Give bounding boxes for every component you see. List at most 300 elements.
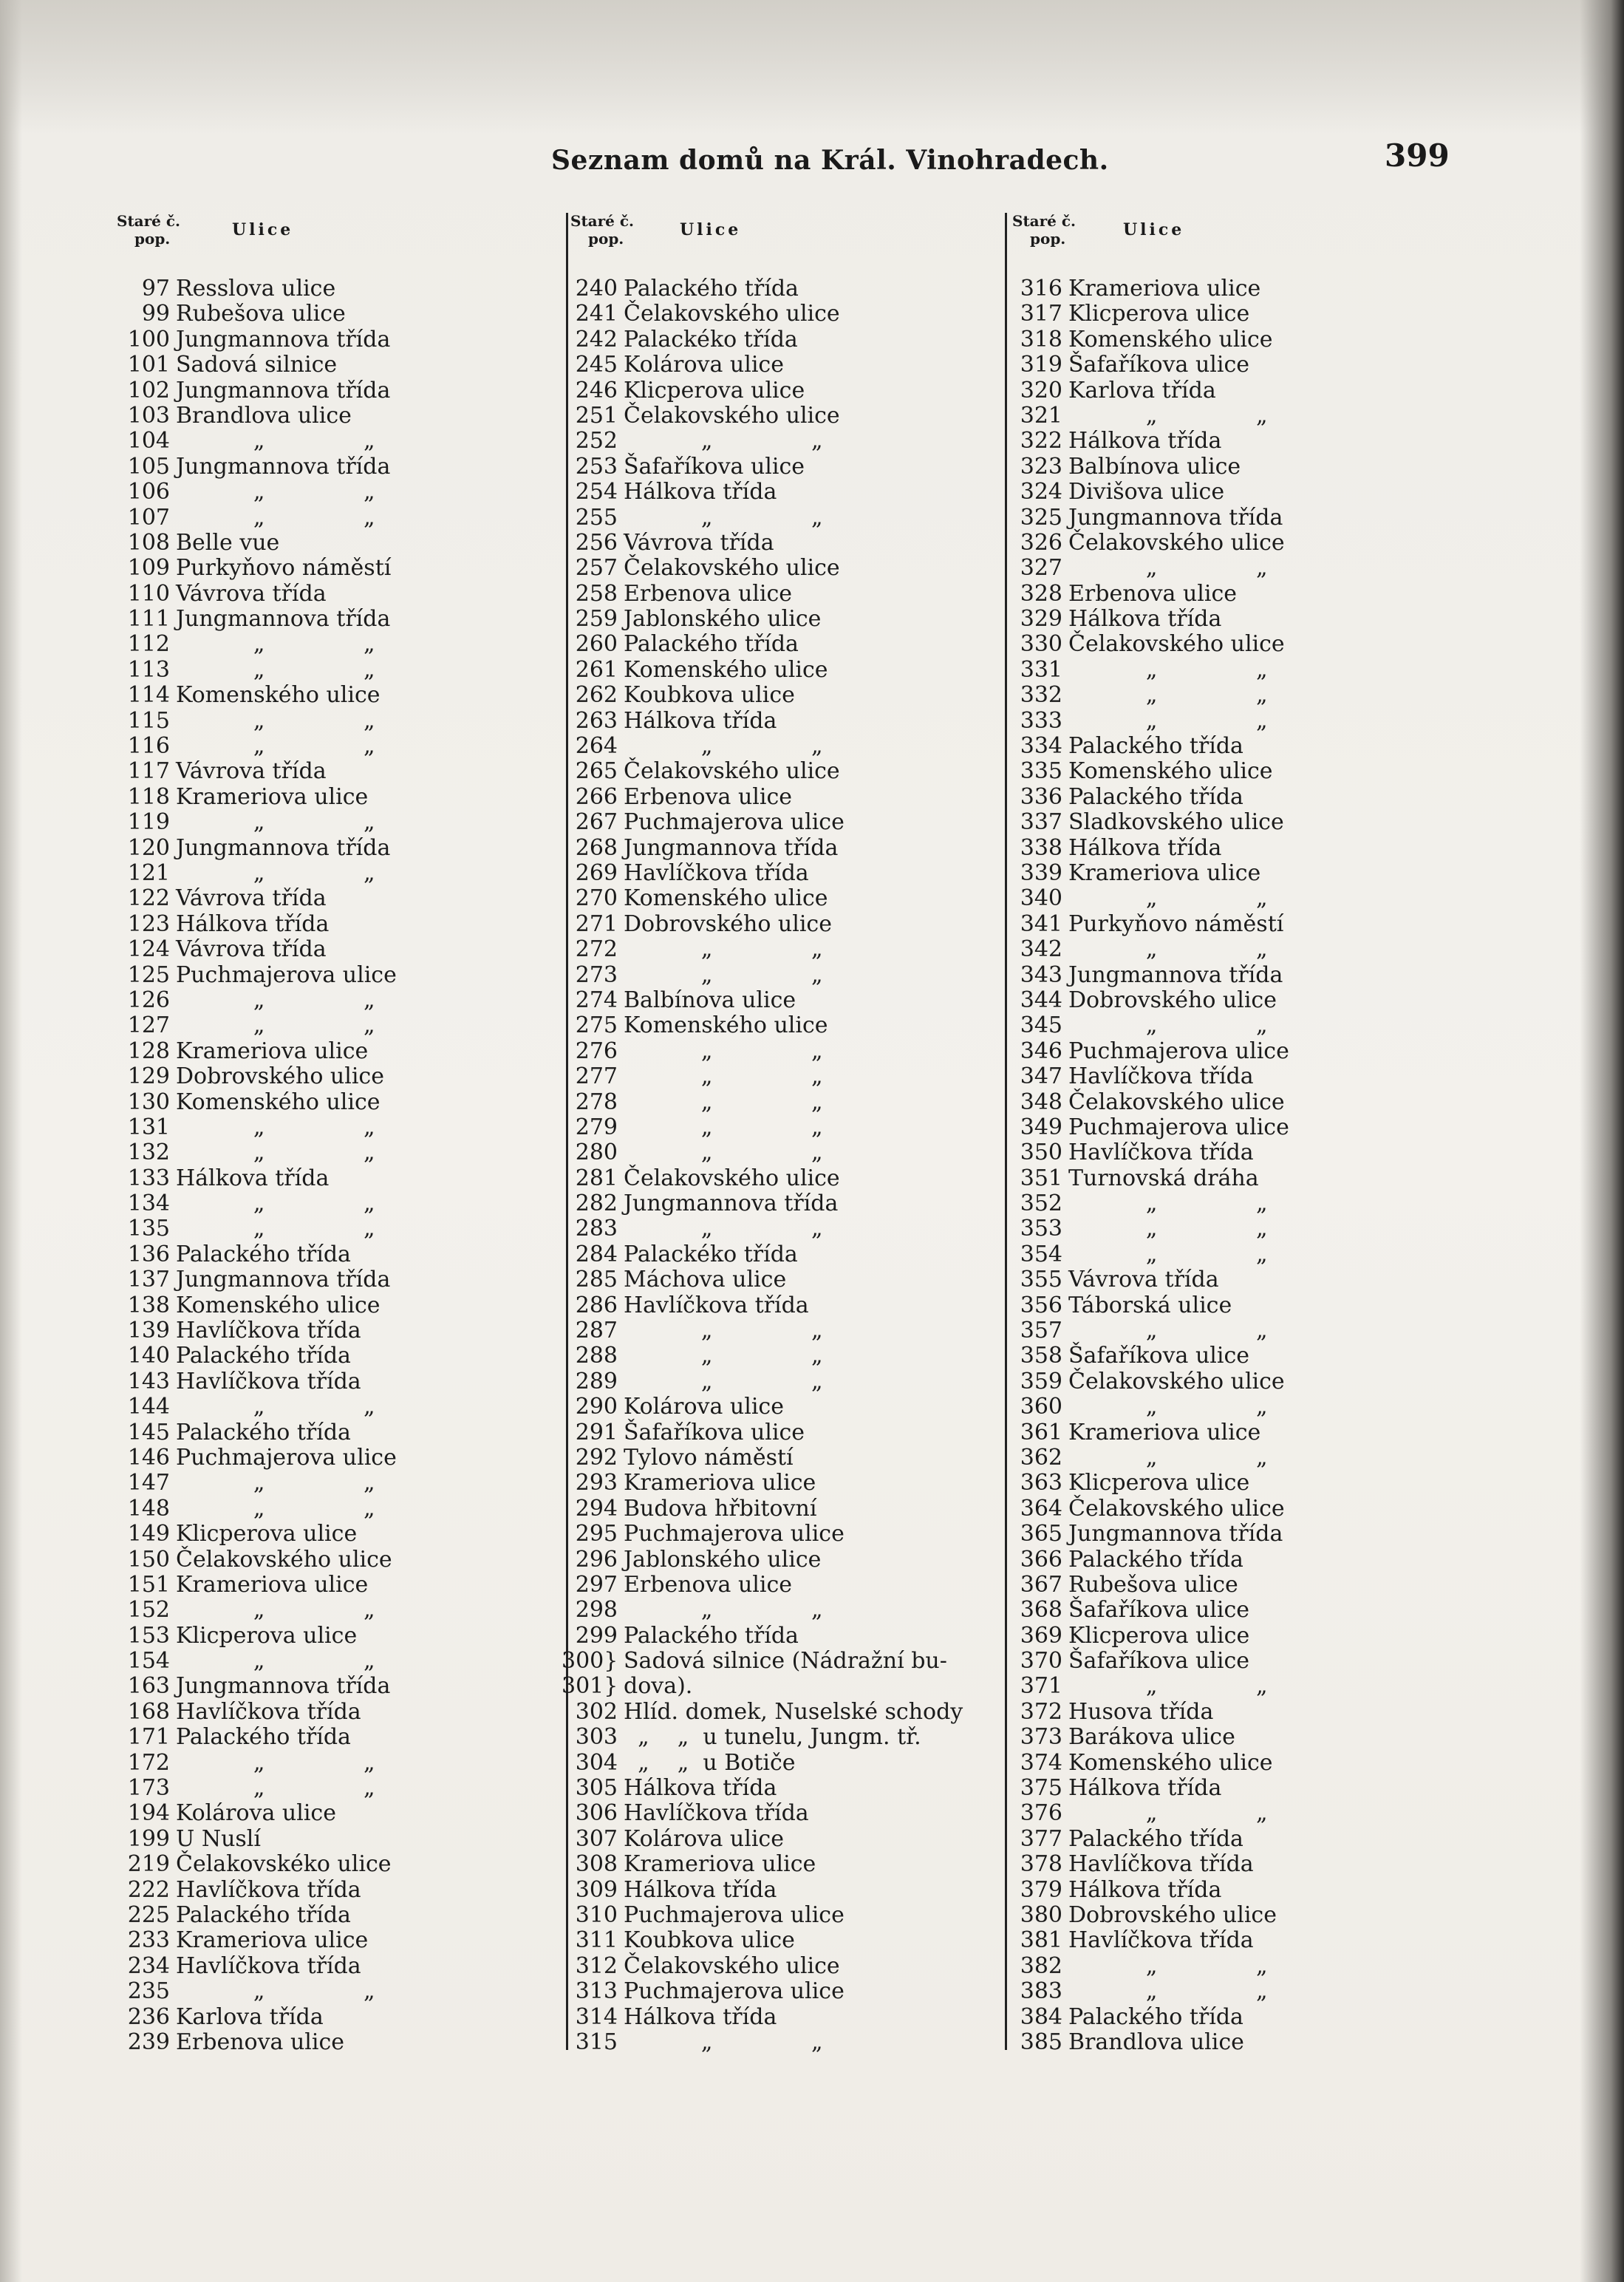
house-number: 297	[575, 1571, 618, 1598]
list-item	[117, 1979, 397, 2004]
street-name: „ „	[176, 1012, 375, 1039]
house-number: 374	[1020, 1749, 1062, 1776]
house-number: 163	[127, 1673, 170, 1700]
list-item	[117, 810, 397, 835]
list-item	[562, 1827, 963, 1852]
list-item	[1006, 1115, 1289, 1140]
street-name: Hlíd. domek, Nuselské schody	[624, 1698, 963, 1725]
list-item	[1006, 1649, 1289, 1674]
street-name: Erbenova ulice	[624, 783, 793, 810]
street-name: „ „	[624, 1216, 823, 1242]
list-item	[117, 531, 397, 556]
list-item	[117, 2005, 397, 2030]
column-header-ulice: Ulice	[232, 220, 294, 239]
house-number: 153	[127, 1622, 170, 1649]
house-number: 268	[575, 834, 618, 861]
list-item	[562, 378, 963, 403]
street-name: Puchmajerova ulice	[624, 809, 845, 836]
house-number: 225	[127, 1902, 170, 1928]
list-item	[117, 607, 397, 632]
street-name: Čelakovského ulice	[1068, 631, 1285, 658]
list-item	[562, 632, 963, 657]
rows	[562, 276, 963, 2055]
street-name: Divišova ulice	[1068, 479, 1225, 505]
street-name: „ „	[1068, 1191, 1268, 1217]
street-name: Šafaříkova ulice	[1068, 1343, 1250, 1369]
street-name: Brandlova ulice	[176, 402, 352, 429]
list-item	[562, 1852, 963, 1877]
street-name: Čelakovského ulice	[624, 555, 840, 582]
street-name: Komenského ulice	[176, 1292, 381, 1318]
street-name: Puchmajerova ulice	[176, 961, 397, 988]
list-item	[117, 302, 397, 327]
street-name: „ „	[1068, 1318, 1268, 1344]
list-item	[117, 1878, 397, 1903]
list-item	[117, 276, 397, 302]
street-name: Havlíčkova třída	[624, 1800, 809, 1827]
list-item	[562, 836, 963, 861]
list-item	[117, 403, 397, 429]
house-number: 376	[1020, 1800, 1062, 1827]
list-item	[562, 403, 963, 429]
column-header-pop: pop.	[134, 230, 171, 248]
list-item	[562, 302, 963, 327]
street-name: Palackého třída	[1068, 783, 1243, 810]
list-item	[117, 1013, 397, 1038]
list-item	[117, 505, 397, 531]
street-name: Palackéko třída	[624, 1241, 798, 1267]
street-name: Jungmannova třída	[1068, 1521, 1283, 1547]
house-number: 310	[575, 1902, 618, 1928]
house-number: 114	[127, 682, 170, 709]
list-item	[562, 276, 963, 302]
house-number: 275	[575, 1012, 618, 1039]
street-name: Hálkova třída	[176, 910, 330, 937]
street-name: Krameriova ulice	[624, 1470, 816, 1496]
house-number: 258	[575, 580, 618, 607]
list-item	[117, 1573, 397, 1598]
list-item	[117, 683, 397, 708]
house-number: 284	[575, 1241, 618, 1267]
house-number: 311	[575, 1927, 618, 1954]
house-number: 105	[127, 453, 170, 480]
house-number: 271	[575, 910, 618, 937]
street-name: Palackého třída	[176, 1902, 351, 1928]
list-item	[562, 1801, 963, 1826]
list-item	[1006, 1954, 1289, 1979]
list-item	[1006, 1420, 1289, 1445]
house-number: 324	[1020, 479, 1062, 505]
list-item	[1006, 988, 1289, 1013]
list-item	[117, 1216, 397, 1242]
list-item	[562, 1242, 963, 1267]
house-number: 364	[1020, 1495, 1062, 1522]
street-name: Turnovská dráha	[1068, 1165, 1259, 1191]
street-name: „ „	[176, 1140, 375, 1166]
house-number: 239	[127, 2029, 170, 2055]
street-name: Belle vue	[176, 529, 280, 556]
street-name: Šafaříkova ulice	[1068, 1648, 1250, 1675]
list-item	[562, 1166, 963, 1191]
street-name: Čelakovského ulice	[624, 758, 840, 785]
house-number: 299	[575, 1622, 618, 1649]
street-name: Jungmannova třída	[624, 834, 839, 861]
house-number: 340	[1020, 885, 1062, 912]
street-name: Havlíčkova třída	[1068, 1851, 1254, 1878]
list-item	[117, 1090, 397, 1115]
list-item	[1006, 810, 1289, 835]
street-name: Barákova ulice	[1068, 1724, 1235, 1751]
street-name: „ „	[1068, 1952, 1268, 1979]
street-name: Čelakovského ulice	[624, 402, 840, 429]
list-item	[562, 505, 963, 531]
house-number: 150	[127, 1546, 170, 1573]
house-number: 341	[1020, 910, 1062, 937]
street-name: Kolárova ulice	[624, 1394, 784, 1420]
street-name: Kolárova ulice	[624, 352, 784, 378]
house-number: 245	[575, 352, 618, 378]
street-name: Palackého třída	[176, 1343, 351, 1369]
house-number: 236	[127, 2003, 170, 2030]
house-number: 300}	[562, 1648, 618, 1675]
street-name: Vávrova třída	[176, 580, 327, 607]
list-item	[117, 1624, 397, 1649]
list-item	[1006, 1242, 1289, 1267]
street-name: Šafaříkova ulice	[1068, 1597, 1250, 1624]
house-number: 339	[1020, 859, 1062, 886]
street-name: Puchmajerova ulice	[1068, 1038, 1289, 1064]
house-number: 122	[127, 885, 170, 912]
street-name: Krameriova ulice	[176, 1927, 369, 1954]
house-number: 272	[575, 936, 618, 963]
street-name: „ „	[624, 428, 823, 454]
list-item	[1006, 1878, 1289, 1903]
street-name: Komenského ulice	[1068, 758, 1273, 785]
house-list-column	[562, 213, 963, 2055]
street-name: „ „	[624, 961, 823, 988]
house-number: 132	[127, 1140, 170, 1166]
street-name: „ „	[176, 1394, 375, 1420]
list-item	[1006, 709, 1289, 734]
list-item	[117, 734, 397, 759]
house-number: 251	[575, 402, 618, 429]
street-name: Čelakovského ulice	[176, 1546, 392, 1573]
list-item	[1006, 1496, 1289, 1522]
list-item	[562, 1751, 963, 1776]
list-item	[562, 1598, 963, 1623]
house-number: 369	[1020, 1622, 1062, 1649]
list-item	[562, 1343, 963, 1369]
list-item	[562, 658, 963, 683]
street-name: „ „	[176, 1749, 375, 1776]
house-number: 296	[575, 1546, 618, 1573]
list-item	[562, 1090, 963, 1115]
street-name: Jungmannova třída	[176, 834, 391, 861]
house-number: 368	[1020, 1597, 1062, 1624]
house-number: 293	[575, 1470, 618, 1496]
list-item	[1006, 1573, 1289, 1598]
house-number: 331	[1020, 656, 1062, 683]
list-item	[562, 1624, 963, 1649]
list-item	[562, 1445, 963, 1471]
street-name: „ „	[624, 2029, 823, 2055]
street-name: „ „	[1068, 682, 1268, 709]
street-name: „ „	[176, 859, 375, 886]
street-name: Kolárova ulice	[624, 1825, 784, 1852]
column-header-pop: pop.	[1030, 230, 1066, 248]
list-item	[562, 1394, 963, 1420]
house-number: 366	[1020, 1546, 1062, 1573]
street-name: Čelakovského ulice	[1068, 529, 1285, 556]
street-name: Hálkova třída	[1068, 834, 1222, 861]
street-name: Havlíčkova třída	[1068, 1927, 1254, 1954]
list-item	[1006, 429, 1289, 454]
house-number: 222	[127, 1876, 170, 1903]
list-item	[117, 1445, 397, 1471]
street-name: U Nuslí	[176, 1825, 261, 1852]
house-number: 377	[1020, 1825, 1062, 1852]
list-item	[117, 1039, 397, 1064]
house-number: 378	[1020, 1851, 1062, 1878]
list-item	[1006, 1776, 1289, 1801]
street-name: Komenského ulice	[176, 682, 381, 709]
house-number: 301}	[562, 1673, 618, 1700]
house-number: 117	[127, 758, 170, 785]
house-number: 270	[575, 885, 618, 912]
street-name: Balbínova ulice	[1068, 453, 1241, 480]
street-name: Havlíčkova třída	[624, 859, 809, 886]
house-number: 118	[127, 783, 170, 810]
house-number: 100	[127, 326, 170, 352]
house-number: 199	[127, 1825, 170, 1852]
list-item	[562, 2030, 963, 2055]
list-item	[117, 1369, 397, 1394]
street-name: „ „	[176, 809, 375, 836]
street-name: Sadová silnice (Nádražní bu-	[624, 1648, 947, 1675]
house-number: 294	[575, 1495, 618, 1522]
house-number: 125	[127, 961, 170, 988]
list-item	[117, 785, 397, 810]
house-number: 134	[127, 1191, 170, 1217]
house-number: 148	[127, 1495, 170, 1522]
street-name: Jungmannova třída	[176, 453, 391, 480]
list-item	[117, 1140, 397, 1165]
street-name: Hálkova třída	[1068, 606, 1222, 633]
street-name: Dobrovského ulice	[624, 910, 832, 937]
list-item	[562, 1216, 963, 1242]
house-number: 322	[1020, 428, 1062, 454]
list-item	[117, 1700, 397, 1725]
house-number: 241	[575, 301, 618, 327]
street-name: Klicperova ulice	[1068, 301, 1250, 327]
list-item	[1006, 937, 1289, 962]
list-item	[117, 1318, 397, 1343]
list-item	[117, 1725, 397, 1750]
list-item	[1006, 531, 1289, 556]
list-item	[1006, 912, 1289, 937]
house-number: 97	[141, 276, 170, 302]
house-number: 99	[141, 301, 170, 327]
house-number: 259	[575, 606, 618, 633]
street-name: Palackéko třída	[624, 326, 798, 352]
street-name: „ „	[1068, 1241, 1268, 1267]
list-item	[562, 327, 963, 352]
house-number: 336	[1020, 783, 1062, 810]
list-item	[117, 836, 397, 861]
house-number: 344	[1020, 987, 1062, 1013]
list-item	[1006, 658, 1289, 683]
house-number: 346	[1020, 1038, 1062, 1064]
house-number: 283	[575, 1216, 618, 1242]
list-item	[117, 1903, 397, 1928]
street-name: „ „	[176, 631, 375, 658]
street-name: Táborská ulice	[1068, 1292, 1232, 1318]
list-item	[117, 556, 397, 581]
list-item	[1006, 1801, 1289, 1826]
column-header-stare: Staré č.	[1012, 212, 1077, 230]
list-item	[1006, 403, 1289, 429]
street-name: „ „	[1068, 402, 1268, 429]
list-item	[1006, 1064, 1289, 1089]
street-name: Komenského ulice	[176, 1089, 381, 1115]
list-item	[1006, 1013, 1289, 1038]
list-item	[117, 582, 397, 607]
column-header-ulice: Ulice	[680, 220, 742, 239]
list-item	[117, 1064, 397, 1089]
house-number: 359	[1020, 1368, 1062, 1394]
street-name: Resslova ulice	[176, 276, 336, 302]
list-item	[117, 480, 397, 505]
list-item	[1006, 683, 1289, 708]
house-number: 261	[575, 656, 618, 683]
house-number: 280	[575, 1140, 618, 1166]
list-item	[117, 1293, 397, 1318]
list-item	[117, 1598, 397, 1623]
list-item	[117, 709, 397, 734]
house-number: 115	[127, 707, 170, 734]
street-name: Puchmajerova ulice	[624, 1902, 845, 1928]
house-number: 152	[127, 1597, 170, 1624]
house-number: 130	[127, 1089, 170, 1115]
street-name: Puchmajerova ulice	[624, 1521, 845, 1547]
street-name: Budova hřbitovní	[624, 1495, 817, 1522]
list-item	[562, 1064, 963, 1089]
list-item	[1006, 505, 1289, 531]
house-number: 138	[127, 1292, 170, 1318]
list-item	[562, 1522, 963, 1547]
house-number: 292	[575, 1444, 618, 1471]
street-name: Havlíčkova třída	[176, 1318, 361, 1344]
street-name: Jungmannova třída	[176, 326, 391, 352]
street-name: „ „ u Botiče	[624, 1749, 796, 1776]
street-name: Purkyňovo náměstí	[1068, 910, 1284, 937]
house-number: 312	[575, 1952, 618, 1979]
list-item	[1006, 607, 1289, 632]
street-name: Koubkova ulice	[624, 1927, 795, 1954]
house-number: 103	[127, 402, 170, 429]
street-name: Havlíčkova třída	[176, 1698, 361, 1725]
house-number: 104	[127, 428, 170, 454]
list-item	[117, 378, 397, 403]
house-number: 102	[127, 377, 170, 403]
house-number: 337	[1020, 809, 1062, 836]
house-number: 347	[1020, 1063, 1062, 1090]
house-number: 309	[575, 1876, 618, 1903]
house-number: 154	[127, 1648, 170, 1675]
house-number: 358	[1020, 1343, 1062, 1369]
house-number: 126	[127, 987, 170, 1013]
list-item	[562, 1725, 963, 1750]
page-shadow-right	[1580, 0, 1624, 2282]
house-number: 269	[575, 859, 618, 886]
house-number: 168	[127, 1698, 170, 1725]
house-number: 298	[575, 1597, 618, 1624]
house-number: 332	[1020, 682, 1062, 709]
list-item	[562, 429, 963, 454]
street-name: Šafaříkova ulice	[624, 453, 805, 480]
house-number: 274	[575, 987, 618, 1013]
list-item	[1006, 1471, 1289, 1496]
house-number: 252	[575, 428, 618, 454]
street-name: Erbenova ulice	[624, 580, 793, 607]
list-item	[1006, 1751, 1289, 1776]
house-number: 135	[127, 1216, 170, 1242]
street-name: Jungmannova třída	[624, 1191, 839, 1217]
house-number: 375	[1020, 1775, 1062, 1802]
list-item	[1006, 2005, 1289, 2030]
street-name: „ „	[176, 504, 375, 531]
list-item	[562, 607, 963, 632]
list-item	[117, 886, 397, 911]
house-number: 381	[1020, 1927, 1062, 1954]
street-name: Klicperova ulice	[1068, 1622, 1250, 1649]
list-item	[117, 1547, 397, 1573]
street-name: Balbínova ulice	[624, 987, 796, 1013]
list-item	[117, 1471, 397, 1496]
street-name: Čelakovského ulice	[624, 301, 840, 327]
street-name: Komenského ulice	[624, 1012, 828, 1039]
street-name: „ „	[1068, 936, 1268, 963]
list-item	[1006, 1343, 1289, 1369]
street-name: Vávrova třída	[176, 758, 327, 785]
house-number: 120	[127, 834, 170, 861]
house-number: 328	[1020, 580, 1062, 607]
house-number: 325	[1020, 504, 1062, 531]
list-item	[562, 988, 963, 1013]
street-name: Komenského ulice	[624, 656, 828, 683]
house-number: 367	[1020, 1571, 1062, 1598]
house-number: 343	[1020, 961, 1062, 988]
street-name: Hálkova třída	[1068, 1775, 1222, 1802]
house-number: 365	[1020, 1521, 1062, 1547]
list-item	[1006, 1725, 1289, 1750]
column-header	[1006, 213, 1289, 272]
list-item	[117, 658, 397, 683]
street-name: „ „	[624, 1140, 823, 1166]
house-number: 137	[127, 1267, 170, 1293]
list-item	[562, 1547, 963, 1573]
house-number: 329	[1020, 606, 1062, 633]
list-item	[1006, 1293, 1289, 1318]
house-number: 281	[575, 1165, 618, 1191]
street-name: Komenského ulice	[1068, 326, 1273, 352]
list-item	[117, 1394, 397, 1420]
house-list-column	[1006, 213, 1289, 2055]
house-number: 370	[1020, 1648, 1062, 1675]
column-header-ulice: Ulice	[1123, 220, 1185, 239]
list-item	[117, 1115, 397, 1140]
street-name: Puchmajerova ulice	[1068, 1114, 1289, 1140]
